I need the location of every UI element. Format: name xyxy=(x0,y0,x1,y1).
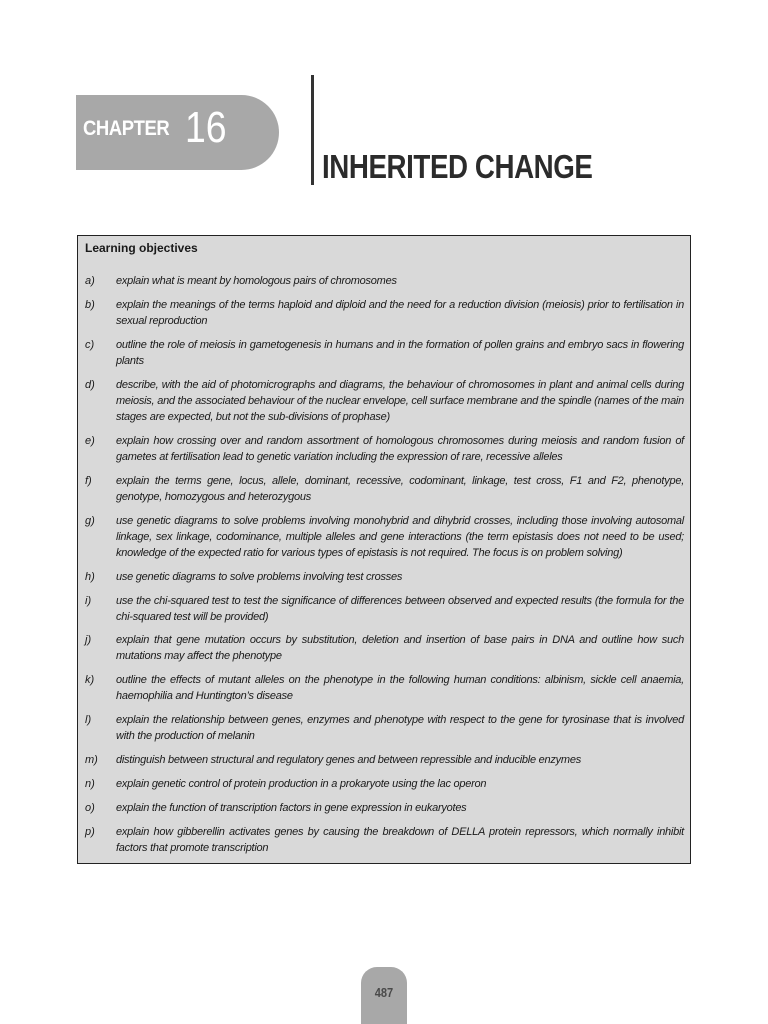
page-number-tab xyxy=(361,967,407,1024)
learning-objectives-box xyxy=(77,235,691,864)
objective-text: explain the terms gene, locus, allele, dominant, recessive, codominant, linkage, test cross, F1 and F2, phenotype, genotype, homozygous and heterozygous xyxy=(116,475,684,503)
objective-letter: i) xyxy=(85,595,92,607)
objective-text: describe, with the aid of photomicrographs and diagrams, the behaviour of chromosomes in plant and animal cells during meiosis, and the associated behaviour of the nuclear envelope, cell surface membrane and the spindle (names of the main stages are expected, but not the sub-divisions of prophase) xyxy=(116,379,684,423)
objective-text: explain the function of transcription factors in gene expression in eukaryotes xyxy=(116,802,467,814)
objective-text: outline the effects of mutant alleles on the phenotype in the following human conditions: albinism, sickle cell anaemia, haemophilia and Huntington’s disease xyxy=(116,674,684,702)
objective-letter: m) xyxy=(85,754,98,766)
objective-letter: b) xyxy=(85,299,95,311)
objective-text: explain how gibberellin activates genes by causing the breakdown of DELLA protein repressors, which normally inhibit factors that promote transcription xyxy=(116,826,684,854)
chapter-tab xyxy=(76,95,279,170)
objective-letter: d) xyxy=(85,379,95,391)
objective-text: explain how crossing over and random assortment of homologous chromosomes during meiosis and random fusion of gametes at fertilisation lead to genetic variation including the expression of rare, recessive alleles xyxy=(116,435,684,463)
objective-letter: p) xyxy=(85,826,95,838)
objective-text: explain the relationship between genes, enzymes and phenotype with respect to the gene for tyrosinase that is involved with the production of melanin xyxy=(116,714,684,742)
objective-text: explain the meanings of the terms haploid and diploid and the need for a reduction division (meiosis) prior to fertilisation in sexual reproduction xyxy=(116,299,684,327)
objective-text: use genetic diagrams to solve problems involving monohybrid and dihybrid crosses, including those involving autosomal linkage, sex linkage, codominance, multiple alleles and gene interactions (the term epistasis does not need to be used; knowledge of the expected ratio for various types of epistasis is not required. The focus is on problem solving) xyxy=(116,515,684,559)
objective-letter: h) xyxy=(85,571,95,583)
objective-text: explain genetic control of protein production in a prokaryote using the lac operon xyxy=(116,778,487,790)
chapter-number: 16 xyxy=(185,103,227,152)
objective-letter: a) xyxy=(85,275,95,287)
objective-letter: l) xyxy=(85,714,92,726)
objective-letter: e) xyxy=(85,435,95,447)
objective-text: explain that gene mutation occurs by substitution, deletion and insertion of base pairs in DNA and outline how such mutations may affect the phenotype xyxy=(116,634,684,662)
objective-letter: n) xyxy=(85,778,95,790)
page-number: 487 xyxy=(374,985,394,1000)
chapter-label: CHAPTER xyxy=(83,117,170,140)
objective-letter: j) xyxy=(85,634,92,646)
chapter-title: INHERITED CHANGE xyxy=(322,148,593,185)
objectives-heading: Learning objectives xyxy=(85,241,198,255)
title-divider xyxy=(311,75,314,185)
objective-text: distinguish between structural and regulatory genes and between repressible and inducible enzymes xyxy=(116,754,581,766)
objective-letter: c) xyxy=(85,339,95,351)
objective-letter: f) xyxy=(85,475,92,487)
objective-letter: g) xyxy=(85,515,95,527)
objective-letter: o) xyxy=(85,802,95,814)
objective-text: use the chi-squared test to test the significance of differences between observed and expected results (the formula for the chi-squared test will be provided) xyxy=(116,595,684,623)
objective-text: explain what is meant by homologous pairs of chromosomes xyxy=(116,275,397,287)
objective-text: use genetic diagrams to solve problems involving test crosses xyxy=(116,571,403,583)
objective-text: outline the role of meiosis in gametogenesis in humans and in the formation of pollen grains and embryo sacs in flowering plants xyxy=(116,339,684,367)
objective-letter: k) xyxy=(85,674,95,686)
